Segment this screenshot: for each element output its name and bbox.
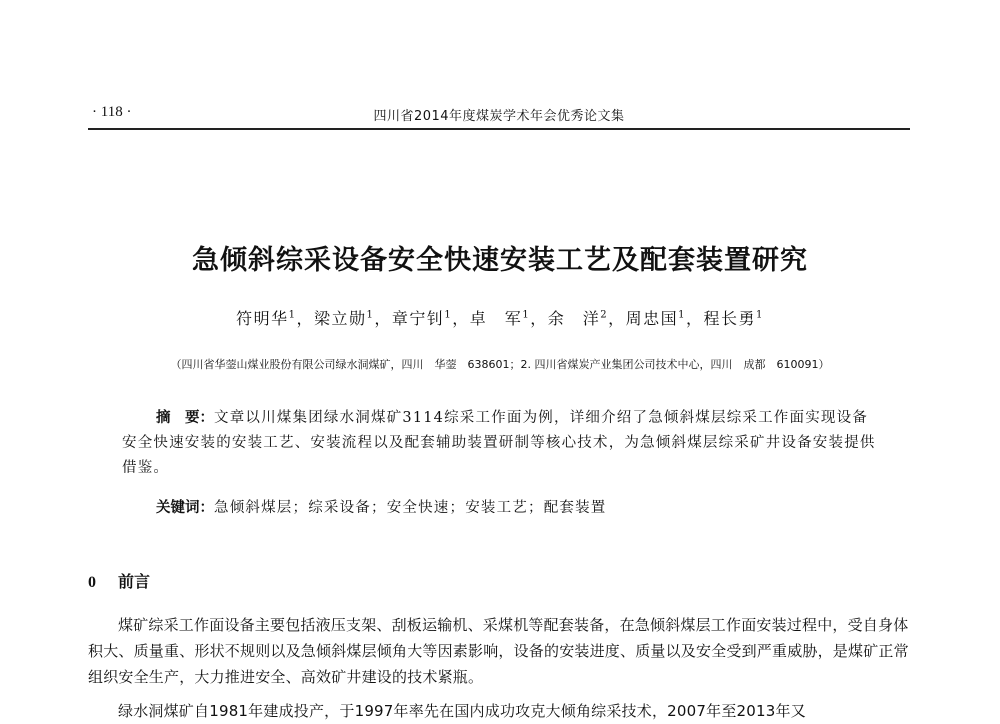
section-number: 0: [88, 574, 96, 591]
author: 周忠国$^1$: [625, 309, 686, 328]
author: 程长勇$^1$: [703, 309, 764, 328]
author: 梁立勋$^1$: [313, 309, 375, 328]
author: 卓 军$^1$: [469, 309, 531, 328]
section-title: 前言: [118, 572, 151, 591]
section-heading: [88, 569, 150, 592]
author: 章宁钊$^1$: [391, 309, 453, 328]
abstract-text: 文章以川煤集团绿水洞煤矿3114综采工作面为例，详细介绍了急倾斜煤层综采工作面实现设备安全快速安装的安装工艺、安装流程以及配套辅助装置研制等核心技术，为急倾斜煤层综采矿井设备安装提供借鉴。: [122, 410, 876, 476]
author: 符明华$^1$: [236, 309, 297, 328]
abstract: [122, 406, 878, 481]
page-number: · 118 ·: [92, 104, 132, 120]
keywords: [156, 496, 607, 517]
author: 余 洋$^2$: [547, 309, 609, 328]
body-paragraph: 绿水洞煤矿自1981年建成投产，于1997年率先在国内成功攻克大倾角综采技术，2007年至2013年又: [118, 702, 806, 720]
keywords-text: 急倾斜煤层；综采设备；安全快速；安装工艺；配套装置: [214, 500, 607, 516]
body-paragraph: 煤矿综采工作面设备主要包括液压支架、刮板运输机、采煤机等配套装备，在急倾斜煤层工作面安装过程中，受自身体积大、质量重、形状不规则以及急倾斜煤层倾角大等因素影响，设备的安装进度、质量以及安全受到严重威胁，是煤矿正常组织安全生产，大力推进安全、高效矿井建设的技术紧瓶。: [88, 616, 909, 686]
paper-title: 急倾斜综采设备安全快速安装工艺及配套装置研究: [192, 245, 808, 276]
affiliation: （四川省华蓥山煤业股份有限公司绿水洞煤矿，四川 华蓥 638601；2. 四川省煤炭产业集团公司技术中心，四川 成都 610091）: [170, 358, 830, 371]
journal-title: 四川省2014年度煤炭学术年会优秀论文集: [373, 109, 625, 124]
author-list: 符明华$^1$，梁立勋$^1$，章宁钊$^1$，卓 军$^1$，余 洋$^2$，周忠国$^1$，程长勇$^1$: [236, 309, 764, 328]
keywords-label: 关键词：: [156, 500, 214, 516]
running-header: [88, 98, 910, 130]
abstract-label: 摘 要：: [156, 410, 214, 426]
